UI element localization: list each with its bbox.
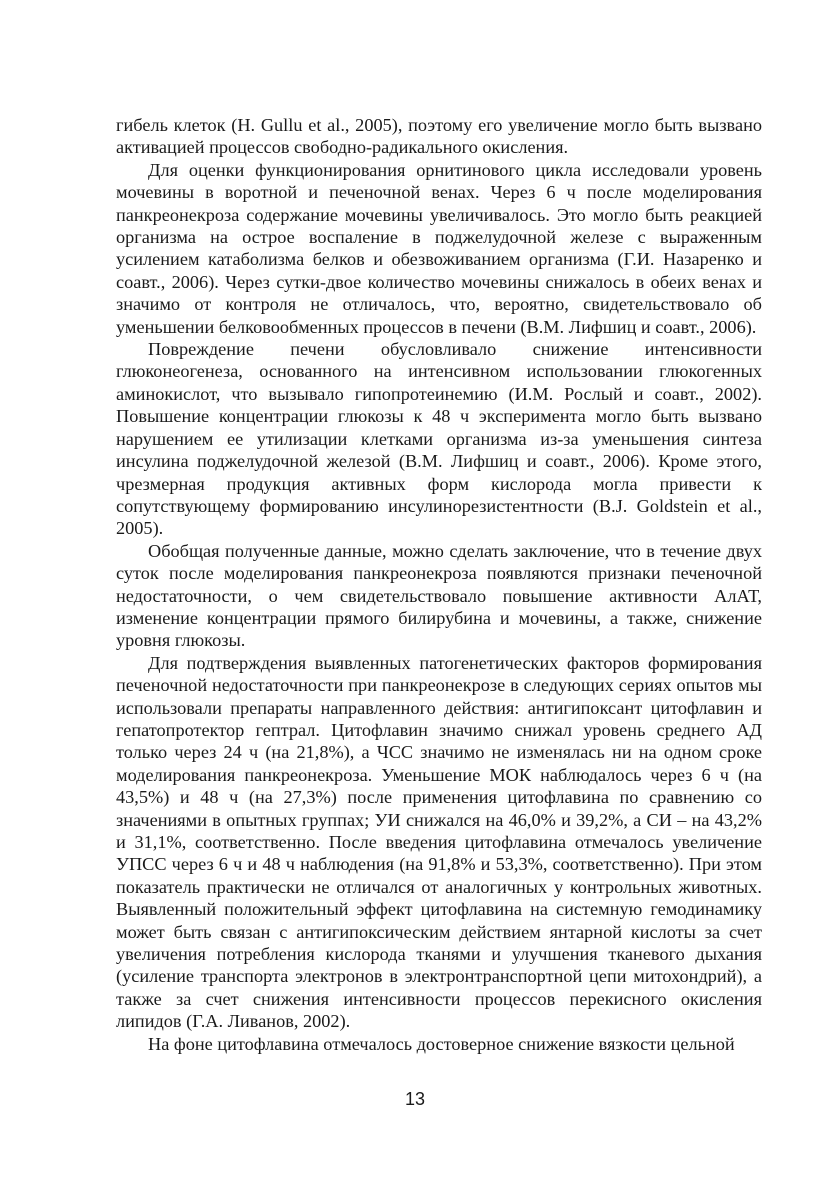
page-number: 13 [404, 1089, 426, 1109]
paragraph-continuation: гибель клеток (H. Gullu et al., 2005), поэтому его увеличение могло быть вызвано активацией процессов свободно-радикального окисления. [116, 115, 762, 158]
body-text [116, 114, 762, 1055]
paragraph-cytoflavin: Для подтверждения выявленных патогенетических факторов формирования печеночной недостаточности при панкреонекрозе в следующих сериях опытов мы использовали препараты направленного действия: антигипоксант цитофлавин и гепатопротектор гептрал. Цитофлавин значимо снижал уровень среднего АД только через 24 ч (на 21,8%), а ЧСС значимо не изменялась ни на одном сроке моделирования панкреонекроза. Уменьшение МОК наблюдалось через 6 ч (на 43,5%) и 48 ч (на 27,3%) после применения цитофлавина по сравнению со значениями в опытных группах; УИ снижался на 46,0% и 39,2%, а СИ – на 43,2% и 31,1%, соответственно. После введения цитофлавина отмечалось увеличение УПСС через 6 ч и 48 ч наблюдения (на 91,8% и 53,3%, соответственно). При этом показатель практически не отличался от аналогичных у контрольных животных. Выявленный положительный эффект цитофлавина на системную гемодинамику может быть связан с антигипоксическим действием янтарной кислоты за счет увеличения потребления кислорода тканями и улучшения тканевого дыхания (усиление транспорта электронов в электронтранспортной цепи митохондрий), а также за счет снижения интенсивности процессов перекисного окисления липидов (Г.А. Ливанов, 2002). [116, 652, 762, 1032]
paragraph-urea: Для оценки функционирования орнитинового цикла исследовали уровень мочевины в воротной и печеночной венах. Через 6 ч после моделирования панкреонекроза содержание мочевины увеличивалось. Это могло быть реакцией организма на острое воспаление в поджелудочной железе с выраженным усилением катаболизма белков и обезвоживанием организма (Г.И. Назаренко и соавт., 2006). Через сутки-двое количество мочевины снижалось в обеих венах и значимо от контроля не отличалось, что, вероятно, свидетельствовало об уменьшении белковообменных процессов в печени (В.М. Лифшиц и соавт., 2006). [116, 159, 762, 337]
paragraph-summary: Обобщая полученные данные, можно сделать заключение, что в течение двух суток после моделирования панкреонекроза появляются признаки печеночной недостаточности, о чем свидетельствовало повышение активности АлАТ, изменение концентрации прямого билирубина и мочевины, а также, снижение уровня глюкозы. [116, 540, 762, 651]
paragraph-viscosity: На фоне цитофлавина отмечалось достоверное снижение вязкости цельной [148, 1033, 735, 1054]
paragraph-gluconeogenesis: Повреждение печени обусловливало снижение интенсивности глюконеогенеза, основанного на интенсивном использовании глюкогенных аминокислот, что вызывало гипопротеинемию (И.М. Рослый и соавт., 2002). Повышение концентрации глюкозы к 48 ч эксперимента могло быть вызвано нарушением ее утилизации клетками организма из-за уменьшения синтеза инсулина поджелудочной железой (В.М. Лифшиц и соавт., 2006). Кроме этого, чрезмерная продукция активных форм кислорода могла привести к сопутствующему формированию инсулинорезистентности (B.J. Goldstein et al., 2005). [116, 339, 762, 539]
